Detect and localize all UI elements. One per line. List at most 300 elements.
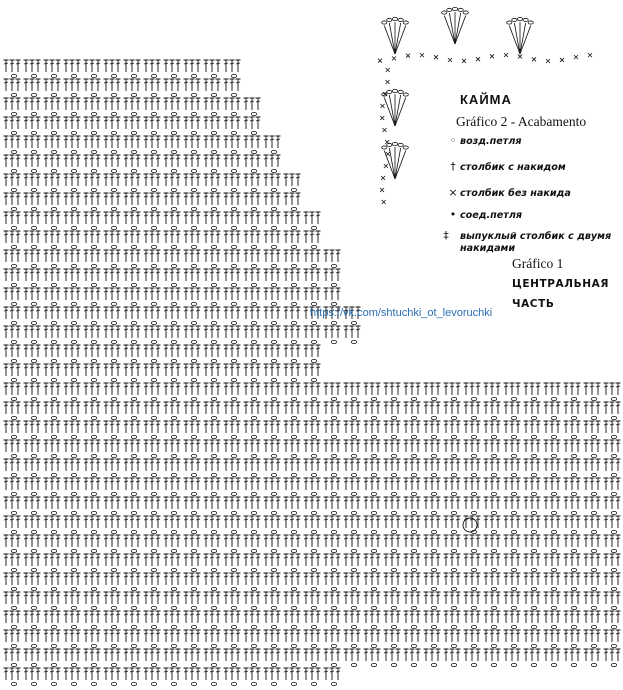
double-crochet-symbol [490,459,495,471]
double-crochet-symbol [330,668,335,680]
chain-symbol [452,7,457,10]
double-crochet-symbol [196,98,201,110]
chain-symbol [331,511,336,514]
double-crochet-symbol [144,668,149,680]
double-crochet-symbol [604,611,609,623]
chain-symbol [211,435,216,438]
double-crochet-symbol [10,440,15,452]
chain-stitch-icon: ◦ [449,134,457,147]
chain-symbol [231,264,236,267]
double-crochet-symbol [616,440,621,452]
double-crochet-symbol [164,630,169,642]
chain-symbol [271,302,276,305]
double-crochet-symbol [196,79,201,91]
double-crochet-symbol [376,478,381,490]
double-crochet-symbol [476,478,481,490]
double-crochet-symbol [296,573,301,585]
chain-symbol [331,606,336,609]
double-crochet-symbol [144,288,149,300]
chain-symbol [251,359,256,362]
chain-symbol [371,568,376,571]
double-crochet-symbol [144,136,149,148]
double-crochet-symbol [196,459,201,471]
double-crochet-symbol [36,478,41,490]
chain-symbol [51,302,56,305]
chain-symbol [51,606,56,609]
double-crochet-symbol [144,79,149,91]
chain-symbol [231,397,236,400]
chain-symbol [31,150,36,153]
chain-symbol [351,606,356,609]
double-crochet-symbol [4,174,9,186]
double-crochet-symbol [44,383,49,395]
double-crochet-symbol [290,478,295,490]
chain-symbol [91,454,96,457]
double-crochet-symbol [476,497,481,509]
double-crochet-symbol [84,592,89,604]
double-crochet-symbol [44,307,49,319]
chain-symbol [51,663,56,666]
chain-symbol [371,435,376,438]
double-crochet-symbol [196,440,201,452]
chain-symbol [191,74,196,77]
double-crochet-symbol [244,307,249,319]
double-crochet-symbol [236,98,241,110]
chain-symbol [591,663,596,666]
double-crochet-symbol [490,649,495,661]
double-crochet-symbol [290,193,295,205]
double-crochet-symbol [376,630,381,642]
double-crochet-symbol [236,212,241,224]
double-crochet-symbol [30,497,35,509]
double-crochet-symbol [96,326,101,338]
double-crochet-symbol [284,535,289,547]
chain-symbol [211,340,216,343]
double-crochet-symbol [230,79,235,91]
double-crochet-symbol [576,649,581,661]
chain-symbol [71,549,76,552]
double-crochet-symbol [544,402,549,414]
chain-symbol [551,568,556,571]
double-crochet-symbol [10,364,15,376]
double-crochet-symbol [84,307,89,319]
double-crochet-symbol [170,98,175,110]
double-crochet-symbol [616,611,621,623]
double-crochet-symbol [156,193,161,205]
double-crochet-symbol [24,478,29,490]
double-crochet-symbol [184,326,189,338]
double-crochet-symbol [216,364,221,376]
double-crochet-symbol [564,402,569,414]
double-crochet-symbol [230,421,235,433]
double-crochet-symbol [70,60,75,72]
double-crochet-symbol [176,79,181,91]
double-crochet-symbol [490,630,495,642]
chain-symbol [11,568,16,571]
double-crochet-symbol [136,440,141,452]
double-crochet-symbol [190,307,195,319]
chain-symbol [91,625,96,628]
double-crochet-symbol [524,554,529,566]
double-crochet-symbol [170,60,175,72]
double-crochet-symbol [190,136,195,148]
chain-symbol [191,321,196,324]
double-crochet-symbol [250,250,255,262]
chain-symbol [291,511,296,514]
double-crochet-symbol [536,402,541,414]
double-crochet-symbol [336,649,341,661]
double-crochet-symbol [264,440,269,452]
chain-symbol [11,150,16,153]
chain-symbol [371,492,376,495]
double-crochet-symbol [496,535,501,547]
double-crochet-symbol [424,383,429,395]
double-crochet-symbol [144,402,149,414]
double-crochet-symbol [596,497,601,509]
double-crochet-symbol [190,478,195,490]
double-crochet-symbol [504,611,509,623]
double-crochet-symbol [224,193,229,205]
double-crochet-symbol [584,535,589,547]
double-crochet-symbol [504,573,509,585]
chain-symbol [271,511,276,514]
double-crochet-symbol [24,383,29,395]
double-crochet-symbol [310,478,315,490]
legend-item-label: выпуклый столбик с двумя накидами [460,231,612,254]
double-crochet-symbol [296,231,301,243]
chain-symbol [111,169,116,172]
chain-symbol [171,587,176,590]
double-crochet-symbol [130,516,135,528]
double-crochet-symbol [224,269,229,281]
double-crochet-symbol [184,269,189,281]
double-crochet-symbol [10,212,15,224]
double-crochet-symbol [156,117,161,129]
double-crochet-symbol [36,497,41,509]
double-crochet-symbol [104,326,109,338]
double-crochet-symbol [296,402,301,414]
double-crochet-symbol [376,383,381,395]
chain-symbol [351,568,356,571]
double-crochet-symbol [176,136,181,148]
double-crochet-symbol [184,98,189,110]
double-crochet-symbol [124,345,129,357]
double-crochet-symbol [116,155,121,167]
double-crochet-symbol [204,630,209,642]
chain-symbol [171,74,176,77]
double-crochet-symbol [510,611,515,623]
double-crochet-symbol [156,573,161,585]
chain-symbol [331,625,336,628]
chain-symbol [71,454,76,457]
double-crochet-symbol [564,516,569,528]
double-crochet-symbol [16,117,21,129]
double-crochet-symbol [64,174,69,186]
double-crochet-symbol [64,516,69,528]
double-crochet-symbol [216,383,221,395]
double-crochet-symbol [290,383,295,395]
chain-symbol [351,511,356,514]
double-crochet-symbol [44,554,49,566]
double-crochet-symbol [470,535,475,547]
double-crochet-symbol [104,345,109,357]
double-crochet-symbol [244,383,249,395]
double-crochet-symbol [116,459,121,471]
double-crochet-symbol [616,535,621,547]
chain-symbol [171,378,176,381]
double-crochet-symbol [236,649,241,661]
chain-symbol [91,530,96,533]
watermark-link[interactable]: https://vk.com/shtuchki_ot_levoruchki [310,307,493,319]
double-crochet-symbol [464,535,469,547]
double-crochet-symbol [4,402,9,414]
double-crochet-symbol [276,193,281,205]
double-crochet-symbol [616,402,621,414]
double-crochet-symbol [96,212,101,224]
chain-symbol [311,378,316,381]
double-crochet-symbol [84,364,89,376]
double-crochet-symbol [284,630,289,642]
double-crochet-symbol [130,630,135,642]
double-crochet-symbol [50,535,55,547]
chain-symbol [471,587,476,590]
double-crochet-symbol [104,630,109,642]
double-crochet-symbol [150,269,155,281]
double-crochet-symbol [410,421,415,433]
double-crochet-symbol [24,269,29,281]
single-crochet-symbol [574,55,578,59]
double-crochet-symbol [470,611,475,623]
double-crochet-symbol [396,459,401,471]
double-crochet-symbol [36,231,41,243]
double-crochet-symbol [304,250,309,262]
double-crochet-symbol [270,516,275,528]
chain-symbol [507,21,512,24]
double-crochet-symbol [264,421,269,433]
chain-symbol [291,283,296,286]
double-crochet-symbol [330,459,335,471]
double-crochet-symbol [164,554,169,566]
double-crochet-symbol [236,288,241,300]
chain-symbol [271,549,276,552]
chain-symbol [251,340,256,343]
double-crochet-symbol [136,668,141,680]
double-crochet-symbol [156,383,161,395]
double-crochet-symbol [130,79,135,91]
double-crochet-symbol [44,459,49,471]
chain-symbol [471,606,476,609]
double-crochet-symbol [4,117,9,129]
double-crochet-symbol [4,383,9,395]
double-crochet-symbol [56,117,61,129]
double-crochet-symbol [244,440,249,452]
chain-symbol [191,435,196,438]
double-crochet-symbol [516,402,521,414]
chain-symbol [411,625,416,628]
chain-symbol [151,682,156,685]
double-crochet-symbol [230,288,235,300]
chain-symbol [11,74,16,77]
double-crochet-symbol [596,554,601,566]
double-crochet-symbol [24,497,29,509]
double-crochet-symbol [564,383,569,395]
double-crochet-symbol [264,269,269,281]
double-crochet-symbol [550,573,555,585]
double-crochet-symbol [510,478,515,490]
double-crochet-symbol [376,573,381,585]
double-crochet-symbol [296,288,301,300]
double-crochet-symbol [136,288,141,300]
double-crochet-symbol [44,364,49,376]
chain-symbol [71,378,76,381]
double-crochet-symbol [250,98,255,110]
double-crochet-symbol [324,250,329,262]
legend-item-label: соед.петля [460,210,523,221]
double-crochet-symbol [90,250,95,262]
double-crochet-symbol [210,383,215,395]
double-crochet-symbol [584,497,589,509]
double-crochet-symbol [170,364,175,376]
double-crochet-symbol [530,592,535,604]
double-crochet-symbol [56,630,61,642]
double-crochet-symbol [604,573,609,585]
chain-symbol [91,492,96,495]
double-crochet-symbol [510,516,515,528]
double-crochet-symbol [416,535,421,547]
double-crochet-symbol [70,117,75,129]
double-crochet-symbol [570,630,575,642]
double-crochet-symbol [104,174,109,186]
double-crochet-symbol [570,478,575,490]
double-crochet-symbol [104,402,109,414]
double-crochet-symbol [290,174,295,186]
chain-symbol [471,435,476,438]
double-crochet-symbol [84,212,89,224]
double-crochet-symbol [196,193,201,205]
double-crochet-symbol [256,459,261,471]
double-crochet-symbol [384,421,389,433]
double-crochet-symbol [104,60,109,72]
chain-symbol [311,568,316,571]
double-crochet-symbol [376,554,381,566]
double-crochet-symbol [96,174,101,186]
double-crochet-symbol [30,611,35,623]
double-crochet-symbol [50,117,55,129]
double-crochet-symbol [570,421,575,433]
double-crochet-symbol [270,459,275,471]
double-crochet-symbol [536,611,541,623]
double-crochet-symbol [316,326,321,338]
double-crochet-symbol [10,402,15,414]
double-crochet-symbol [324,459,329,471]
double-crochet-symbol [196,383,201,395]
double-crochet-symbol [616,592,621,604]
double-crochet-symbol [124,307,129,319]
double-crochet-symbol [90,668,95,680]
double-crochet-symbol [16,345,21,357]
double-crochet-symbol [70,630,75,642]
double-crochet-symbol [176,402,181,414]
double-crochet-symbol [336,459,341,471]
double-crochet-symbol [396,478,401,490]
chain-symbol [611,606,616,609]
chain-symbol [191,283,196,286]
double-crochet-symbol [130,383,135,395]
double-crochet-symbol [450,459,455,471]
double-crochet-symbol [236,554,241,566]
double-crochet-symbol [70,440,75,452]
double-crochet-symbol [284,611,289,623]
double-crochet-symbol [136,516,141,528]
double-crochet-symbol [124,155,129,167]
double-crochet-symbol [210,535,215,547]
double-crochet-symbol [130,212,135,224]
chain-symbol [151,663,156,666]
double-crochet-symbol [330,421,335,433]
chain-symbol [391,606,396,609]
chain-symbol [371,511,376,514]
double-crochet-symbol [150,79,155,91]
double-crochet-symbol [130,535,135,547]
double-crochet-symbol [224,649,229,661]
chain-symbol [211,150,216,153]
chain-symbol [91,416,96,419]
double-crochet-symbol [116,630,121,642]
double-crochet-symbol [250,193,255,205]
double-crochet-symbol [490,611,495,623]
double-crochet-symbol [16,364,21,376]
double-crochet-symbol [464,402,469,414]
double-crochet-symbol [70,307,75,319]
double-crochet-symbol [290,440,295,452]
double-crochet-symbol [56,440,61,452]
double-crochet-symbol [184,459,189,471]
double-crochet-symbol [10,478,15,490]
double-crochet-symbol [350,402,355,414]
double-crochet-symbol [464,554,469,566]
double-crochet-symbol [484,554,489,566]
double-crochet-symbol [170,345,175,357]
double-crochet-symbol [116,402,121,414]
double-crochet-symbol [444,611,449,623]
double-crochet-symbol [344,459,349,471]
double-crochet-symbol [576,516,581,528]
double-crochet-symbol [436,516,441,528]
chain-symbol [171,340,176,343]
chain-symbol [271,473,276,476]
double-crochet-symbol [536,459,541,471]
double-crochet-symbol [190,250,195,262]
double-crochet-symbol [216,136,221,148]
double-crochet-symbol [544,649,549,661]
double-crochet-symbol [284,231,289,243]
double-crochet-symbol [296,649,301,661]
double-crochet-symbol [356,497,361,509]
double-crochet-symbol [110,668,115,680]
double-crochet-symbol [56,345,61,357]
chain-symbol [311,340,316,343]
double-crochet-symbol [96,459,101,471]
double-crochet-symbol [124,250,129,262]
double-crochet-symbol [216,60,221,72]
chain-symbol [31,302,36,305]
double-crochet-symbol [564,497,569,509]
double-crochet-symbol [484,383,489,395]
double-crochet-symbol [70,592,75,604]
chain-symbol [571,568,576,571]
chain-symbol [191,150,196,153]
chain-symbol [471,511,476,514]
